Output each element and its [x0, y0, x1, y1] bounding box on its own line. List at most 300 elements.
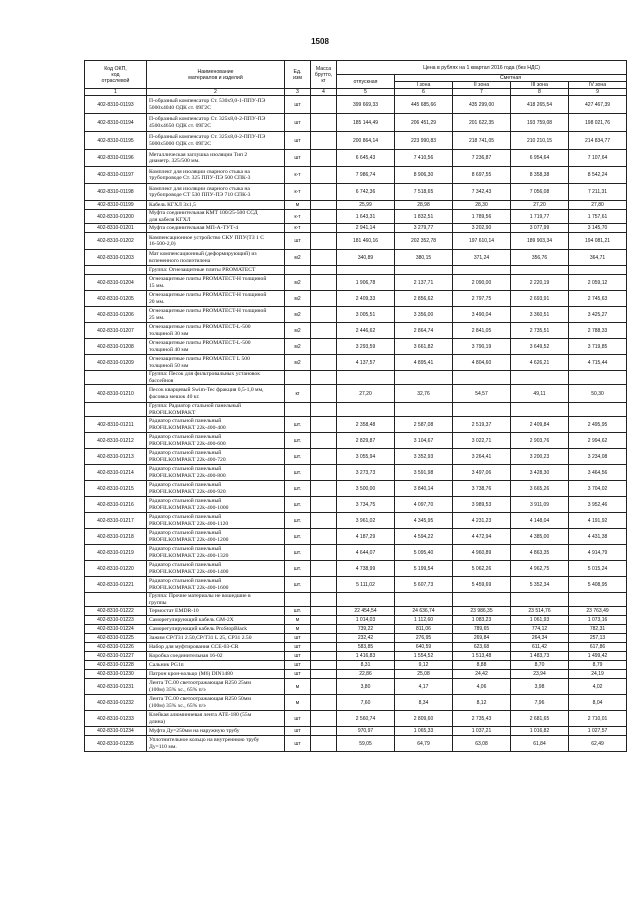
item-mass — [311, 616, 337, 625]
price-zone-4: 62,49 — [569, 736, 627, 752]
price-wholesale: 1 416,83 — [337, 652, 395, 661]
item-mass — [311, 561, 337, 577]
price-zone-1: 3 104,67 — [395, 433, 453, 449]
item-mass — [311, 545, 337, 561]
item-code: 402-8310-01231 — [85, 679, 147, 695]
item-mass — [311, 634, 337, 643]
price-zone-1: 7 518,65 — [395, 184, 453, 201]
table-row — [85, 323, 627, 339]
price-zone-2: 201 622,35 — [453, 114, 511, 132]
item-mass — [311, 275, 337, 291]
price-zone-2: 2 841,05 — [453, 323, 511, 339]
price-zone-1: 1 112,60 — [395, 616, 453, 625]
price-wholesale: 185 144,49 — [337, 114, 395, 132]
price-zone-1: 2 809,60 — [395, 711, 453, 727]
column-number: 3 — [285, 89, 311, 96]
price-wholesale: 2 560,74 — [337, 711, 395, 727]
table-row — [85, 224, 627, 233]
price-wholesale: 3 055,94 — [337, 449, 395, 465]
empty-cell — [285, 593, 311, 607]
item-unit: м — [285, 201, 311, 210]
item-mass — [311, 250, 337, 266]
item-code: 402-8310-01199 — [85, 201, 147, 210]
price-wholesale: 583,85 — [337, 643, 395, 652]
item-unit: шт. — [285, 417, 311, 433]
item-code: 402-8310-01209 — [85, 355, 147, 371]
header-mass: Масса брутто, кг — [311, 61, 337, 89]
price-zone-2: 1 513,48 — [453, 652, 511, 661]
price-wholesale: 3 500,00 — [337, 481, 395, 497]
item-code: 402-8310-01226 — [85, 643, 147, 652]
price-zone-2: 3 790,19 — [453, 339, 511, 355]
price-zone-4: 1 499,42 — [569, 652, 627, 661]
header-name: Наименование материалов и изделий — [147, 61, 285, 89]
price-zone-1: 4,17 — [395, 679, 453, 695]
price-zone-4: 427 467,39 — [569, 96, 627, 114]
item-unit: шт. — [285, 481, 311, 497]
item-unit: м2 — [285, 323, 311, 339]
header-zone-4: IV зона — [569, 82, 627, 89]
item-unit: к-т — [285, 210, 311, 224]
group-row — [85, 593, 627, 607]
item-code: 402-8310-01195 — [85, 132, 147, 150]
item-code: 402-8310-01227 — [85, 652, 147, 661]
price-wholesale: 2 358,48 — [337, 417, 395, 433]
price-zone-1: 8,34 — [395, 695, 453, 711]
item-code: 402-8310-01223 — [85, 616, 147, 625]
item-mass — [311, 695, 337, 711]
price-zone-4: 2 994,62 — [569, 433, 627, 449]
header-zone-2: II зона — [453, 82, 511, 89]
table-row — [85, 497, 627, 513]
group-row — [85, 371, 627, 385]
price-zone-2: 4 231,23 — [453, 513, 511, 529]
item-unit: шт. — [285, 433, 311, 449]
price-wholesale: 1 906,78 — [337, 275, 395, 291]
item-code: 402-8310-01213 — [85, 449, 147, 465]
price-wholesale: 3 734,75 — [337, 497, 395, 513]
item-name: Радиатор стальной панельный PROFILKOMPAKT 22k-400-1600 — [147, 577, 285, 593]
item-name: Муфта соединительная МП-А-ТУТ-4 — [147, 224, 285, 233]
price-zone-3: 189 903,34 — [511, 233, 569, 250]
item-unit: шт — [285, 150, 311, 167]
price-wholesale: 1 014,03 — [337, 616, 395, 625]
price-zone-3: 1 483,73 — [511, 652, 569, 661]
item-mass — [311, 385, 337, 403]
table-row — [85, 513, 627, 529]
empty-cell — [569, 593, 627, 607]
item-unit: шт. — [285, 545, 311, 561]
price-wholesale: 4 738,99 — [337, 561, 395, 577]
empty-cell — [511, 266, 569, 275]
price-zone-4: 1 757,61 — [569, 210, 627, 224]
table-row — [85, 291, 627, 307]
item-name: Комплект для изоляции сварного стыка на трубопроводе СТ 530 ППУ-ПЭ 710 СПК-3 — [147, 184, 285, 201]
item-code: 402-8310-01234 — [85, 727, 147, 736]
price-wholesale: 1 643,31 — [337, 210, 395, 224]
price-wholesale: 399 669,33 — [337, 96, 395, 114]
price-zone-2: 4 472,94 — [453, 529, 511, 545]
item-unit: шт — [285, 711, 311, 727]
item-mass — [311, 529, 337, 545]
table-row — [85, 150, 627, 167]
price-zone-2: 5 459,69 — [453, 577, 511, 593]
table-row — [85, 625, 627, 634]
price-zone-2: 3 490,04 — [453, 307, 511, 323]
item-unit: м — [285, 695, 311, 711]
table-row — [85, 355, 627, 371]
price-zone-3: 7 056,08 — [511, 184, 569, 201]
header-code: Код ОКП, код отраслевой — [85, 61, 147, 89]
price-zone-2: 789,65 — [453, 625, 511, 634]
price-zone-1: 3 356,00 — [395, 307, 453, 323]
item-mass — [311, 323, 337, 339]
price-zone-1: 7 410,56 — [395, 150, 453, 167]
item-unit: шт. — [285, 529, 311, 545]
empty-cell — [311, 593, 337, 607]
price-wholesale: 3 005,51 — [337, 307, 395, 323]
item-name: Уплотнительное кольцо на внутреннюю трубу Ду=110 мм. — [147, 736, 285, 752]
price-wholesale: 3 293,59 — [337, 339, 395, 355]
item-name: П-образный компенсатор Ст. 325х8,0-2-ППУ-ПЭ 4500х4650 ОДК ст. 09Г2С — [147, 114, 285, 132]
item-unit: м2 — [285, 339, 311, 355]
item-name: Коробка соединительная 16-02 — [147, 652, 285, 661]
price-wholesale: 22,86 — [337, 670, 395, 679]
item-code: 402-8310-01212 — [85, 433, 147, 449]
empty-cell — [395, 266, 453, 275]
price-zone-2: 5 062,26 — [453, 561, 511, 577]
price-zone-4: 364,71 — [569, 250, 627, 266]
header-zone-3: III зона — [511, 82, 569, 89]
table-row — [85, 529, 627, 545]
item-name: Мат компенсационный (деформирующий) из вспененного полиэтилена — [147, 250, 285, 266]
item-unit: шт. — [285, 513, 311, 529]
item-name: Огнезащитные плиты PROMATECT-L-500 толщиной 30 мм — [147, 323, 285, 339]
price-wholesale: 2 941,14 — [337, 224, 395, 233]
price-wholesale: 4 187,29 — [337, 529, 395, 545]
item-name: Металлическая заглушка изоляции Тип 2 диаметр. 325/500 мм. — [147, 150, 285, 167]
price-wholesale: 340,89 — [337, 250, 395, 266]
item-name: Муфта соединительная КМТ 100/25-500 ССД для кабеля КГХЛ — [147, 210, 285, 224]
item-unit: шт — [285, 114, 311, 132]
item-name: Радиатор стальной панельный PROFILKOMPAKT 22k-400-1000 — [147, 497, 285, 513]
price-wholesale: 25,99 — [337, 201, 395, 210]
header-wholesale: отпускная — [337, 75, 395, 89]
item-unit: к-т — [285, 224, 311, 233]
price-zone-2: 23 986,35 — [453, 607, 511, 616]
price-zone-1: 2 587,08 — [395, 417, 453, 433]
item-code: 402-8310-01214 — [85, 465, 147, 481]
item-unit: м2 — [285, 275, 311, 291]
price-zone-1: 202 352,78 — [395, 233, 453, 250]
price-zone-3: 2 693,91 — [511, 291, 569, 307]
table-row — [85, 465, 627, 481]
item-code: 402-8310-01235 — [85, 736, 147, 752]
item-mass — [311, 513, 337, 529]
table-row — [85, 634, 627, 643]
price-zone-3: 3 200,23 — [511, 449, 569, 465]
item-code: 402-8310-01205 — [85, 291, 147, 307]
price-zone-2: 3 989,53 — [453, 497, 511, 513]
table-row — [85, 481, 627, 497]
empty-cell — [337, 371, 395, 385]
item-name: Огнезащитные плиты PROMATECT-H толщиной 25 мм. — [147, 307, 285, 323]
item-unit: шт — [285, 727, 311, 736]
item-code: 402-8310-01225 — [85, 634, 147, 643]
item-name: П-образный компенсатор Ст. 325х8,0-2-ППУ-ПЭ 5000х5000 ОДК ст. 09Г2С — [147, 132, 285, 150]
item-mass — [311, 577, 337, 593]
price-zone-2: 1 037,21 — [453, 727, 511, 736]
item-mass — [311, 417, 337, 433]
price-wholesale: 739,22 — [337, 625, 395, 634]
price-zone-1: 1 065,33 — [395, 727, 453, 736]
table-row — [85, 679, 627, 695]
table-row — [85, 167, 627, 184]
item-mass — [311, 233, 337, 250]
price-zone-3: 611,42 — [511, 643, 569, 652]
item-mass — [311, 339, 337, 355]
price-zone-4: 4 191,92 — [569, 513, 627, 529]
item-name: Песок кварцевый Swim-Tec фракция 0,5-1,0 мм, фасовка мешок 40 кг. — [147, 385, 285, 403]
empty-cell — [569, 266, 627, 275]
price-wholesale: 970,97 — [337, 727, 395, 736]
price-zone-4: 194 081,21 — [569, 233, 627, 250]
price-zone-4: 50,30 — [569, 385, 627, 403]
empty-cell — [285, 266, 311, 275]
item-unit: шт — [285, 96, 311, 114]
price-zone-3: 3 077,99 — [511, 224, 569, 233]
price-zone-3: 210 210,15 — [511, 132, 569, 150]
item-mass — [311, 210, 337, 224]
column-number: 9 — [569, 89, 627, 96]
price-zone-1: 276,95 — [395, 634, 453, 643]
price-zone-1: 3 279,77 — [395, 224, 453, 233]
price-wholesale: 6 645,43 — [337, 150, 395, 167]
price-zone-4: 3 704,02 — [569, 481, 627, 497]
price-wholesale: 2 409,33 — [337, 291, 395, 307]
empty-cell — [337, 403, 395, 417]
price-zone-2: 3 738,76 — [453, 481, 511, 497]
price-zone-4: 24,19 — [569, 670, 627, 679]
price-zone-2: 371,24 — [453, 250, 511, 266]
price-wholesale: 2 829,87 — [337, 433, 395, 449]
price-wholesale: 232,42 — [337, 634, 395, 643]
table-row — [85, 561, 627, 577]
empty-cell — [511, 593, 569, 607]
item-name: Клейкая алюминиевая лента АТЕ-180 (55м длина) — [147, 711, 285, 727]
price-zone-4: 1 027,57 — [569, 727, 627, 736]
price-zone-2: 24,42 — [453, 670, 511, 679]
item-name: Радиатор стальной панельный PROFILKOMPAKT 22k-400-1400 — [147, 561, 285, 577]
price-zone-2: 8 697,55 — [453, 167, 511, 184]
item-mass — [311, 132, 337, 150]
price-zone-1: 4 097,70 — [395, 497, 453, 513]
price-zone-2: 63,08 — [453, 736, 511, 752]
table-row — [85, 727, 627, 736]
price-zone-2: 218 741,05 — [453, 132, 511, 150]
price-zone-3: 8,70 — [511, 661, 569, 670]
item-mass — [311, 167, 337, 184]
item-unit: шт — [285, 670, 311, 679]
price-zone-1: 64,79 — [395, 736, 453, 752]
price-zone-3: 8 358,38 — [511, 167, 569, 184]
price-zone-4: 782,31 — [569, 625, 627, 634]
item-unit: шт — [285, 736, 311, 752]
price-zone-1: 25,08 — [395, 670, 453, 679]
item-name: Лента ТС.00 светоотражающая R250 25мм (100м) 35% хс., 65% п/э — [147, 679, 285, 695]
item-unit: шт — [285, 634, 311, 643]
item-name: Компенсационное устройство СКУ ППУ(ТЗ 1 С 16-500-2,0) — [147, 233, 285, 250]
item-name: Патрон крон-кольцо (М6) DIN1480 — [147, 670, 285, 679]
item-mass — [311, 449, 337, 465]
item-name: Саморегулирующий кабель GM-2X — [147, 616, 285, 625]
item-name: Кабель КГХЛ 3х1,5 — [147, 201, 285, 210]
table-row — [85, 417, 627, 433]
empty-cell — [511, 403, 569, 417]
item-code: 402-8310-01232 — [85, 695, 147, 711]
price-zone-4: 3 719,85 — [569, 339, 627, 355]
price-zone-3: 1 061,93 — [511, 616, 569, 625]
price-zone-3: 3 360,51 — [511, 307, 569, 323]
price-zone-1: 9,12 — [395, 661, 453, 670]
price-wholesale: 7 986,74 — [337, 167, 395, 184]
price-zone-4: 2 059,12 — [569, 275, 627, 291]
price-wholesale: 6 742,36 — [337, 184, 395, 201]
item-code: 402-8310-01218 — [85, 529, 147, 545]
price-zone-2: 3 497,06 — [453, 465, 511, 481]
item-name: Радиатор стальной панельный PROFILKOMPAKT 22k-400-400 — [147, 417, 285, 433]
table-row — [85, 201, 627, 210]
item-unit: к-т — [285, 167, 311, 184]
price-zone-4: 8,04 — [569, 695, 627, 711]
price-zone-4: 3 425,27 — [569, 307, 627, 323]
column-number: 2 — [147, 89, 285, 96]
price-zone-4: 257,13 — [569, 634, 627, 643]
empty-cell — [395, 371, 453, 385]
price-wholesale: 5 111,02 — [337, 577, 395, 593]
item-code: 402-8310-01210 — [85, 385, 147, 403]
group-code-cell — [85, 371, 147, 385]
price-zone-4: 5 408,95 — [569, 577, 627, 593]
table-row — [85, 661, 627, 670]
price-zone-1: 4 594,22 — [395, 529, 453, 545]
price-zone-3: 3 428,30 — [511, 465, 569, 481]
item-mass — [311, 184, 337, 201]
price-zone-1: 32,76 — [395, 385, 453, 403]
item-unit: шт — [285, 132, 311, 150]
item-mass — [311, 433, 337, 449]
price-zone-3: 774,12 — [511, 625, 569, 634]
empty-cell — [285, 371, 311, 385]
price-zone-3: 193 759,08 — [511, 114, 569, 132]
table-row — [85, 184, 627, 201]
price-zone-2: 1 083,23 — [453, 616, 511, 625]
item-unit: шт. — [285, 497, 311, 513]
price-wholesale: 3,80 — [337, 679, 395, 695]
price-zone-2: 8,12 — [453, 695, 511, 711]
item-unit: шт. — [285, 607, 311, 616]
price-zone-2: 197 610,14 — [453, 233, 511, 250]
item-mass — [311, 150, 337, 167]
header-estimate: Сметная — [395, 75, 627, 82]
group-title: Группа: Прочие материалы не вошедшие в группы — [147, 593, 285, 607]
item-code: 402-8310-01216 — [85, 497, 147, 513]
item-code: 402-8310-01224 — [85, 625, 147, 634]
item-unit: кг — [285, 385, 311, 403]
item-code: 402-8310-01201 — [85, 224, 147, 233]
price-zone-1: 206 451,29 — [395, 114, 453, 132]
table-row — [85, 643, 627, 652]
item-unit: шт. — [285, 577, 311, 593]
column-number: 5 — [337, 89, 395, 96]
empty-cell — [453, 371, 511, 385]
price-zone-4: 2 788,33 — [569, 323, 627, 339]
item-unit: м2 — [285, 355, 311, 371]
item-name: Саморегулирующий кабель ProStopBlack — [147, 625, 285, 634]
price-zone-4: 3 952,46 — [569, 497, 627, 513]
price-zone-2: 4 804,60 — [453, 355, 511, 371]
item-name: Термостат EMDR-10 — [147, 607, 285, 616]
price-zone-2: 7 236,87 — [453, 150, 511, 167]
price-zone-2: 435 299,00 — [453, 96, 511, 114]
price-zone-2: 8,88 — [453, 661, 511, 670]
price-zone-3: 3,98 — [511, 679, 569, 695]
price-zone-2: 54,57 — [453, 385, 511, 403]
table-row — [85, 385, 627, 403]
table-row — [85, 449, 627, 465]
price-wholesale: 2 446,62 — [337, 323, 395, 339]
header-zone-1: I зона — [395, 82, 453, 89]
table-row — [85, 275, 627, 291]
item-mass — [311, 96, 337, 114]
column-number: 1 — [85, 89, 147, 96]
item-name: Огнезащитные плиты PROMATECT-H толщиной 15 мм. — [147, 275, 285, 291]
item-name: Радиатор стальной панельный PROFILKOMPAKT 22k-400-720 — [147, 449, 285, 465]
item-code: 402-8310-01196 — [85, 150, 147, 167]
item-mass — [311, 291, 337, 307]
price-zone-3: 3 911,09 — [511, 497, 569, 513]
item-unit: к-т — [285, 184, 311, 201]
price-zone-1: 811,06 — [395, 625, 453, 634]
item-mass — [311, 727, 337, 736]
price-zone-1: 4 345,95 — [395, 513, 453, 529]
empty-cell — [453, 403, 511, 417]
price-zone-4: 4 431,38 — [569, 529, 627, 545]
item-code: 402-8310-01202 — [85, 233, 147, 250]
item-code: 402-8310-01215 — [85, 481, 147, 497]
item-unit: шт. — [285, 561, 311, 577]
table-row — [85, 250, 627, 266]
table-row — [85, 652, 627, 661]
group-code-cell — [85, 266, 147, 275]
price-zone-3: 3 649,52 — [511, 339, 569, 355]
empty-cell — [453, 593, 511, 607]
price-zone-1: 4 895,41 — [395, 355, 453, 371]
price-zone-3: 2 409,84 — [511, 417, 569, 433]
item-mass — [311, 201, 337, 210]
price-zone-4: 1 073,16 — [569, 616, 627, 625]
table-row — [85, 670, 627, 679]
price-wholesale: 4 137,57 — [337, 355, 395, 371]
item-name: Комплект для изоляции сварного стыка на трубопроводе Ст. 325 ППУ-ПЭ 500 СПК-3 — [147, 167, 285, 184]
item-code: 402-8310-01222 — [85, 607, 147, 616]
item-code: 402-8310-01220 — [85, 561, 147, 577]
header-unit: Ед. изм — [285, 61, 311, 89]
item-name: Радиатор стальной панельный PROFILKOMPAKT 22k-400-920 — [147, 481, 285, 497]
price-zone-4: 617,86 — [569, 643, 627, 652]
price-zone-1: 380,15 — [395, 250, 453, 266]
price-zone-1: 1 554,52 — [395, 652, 453, 661]
